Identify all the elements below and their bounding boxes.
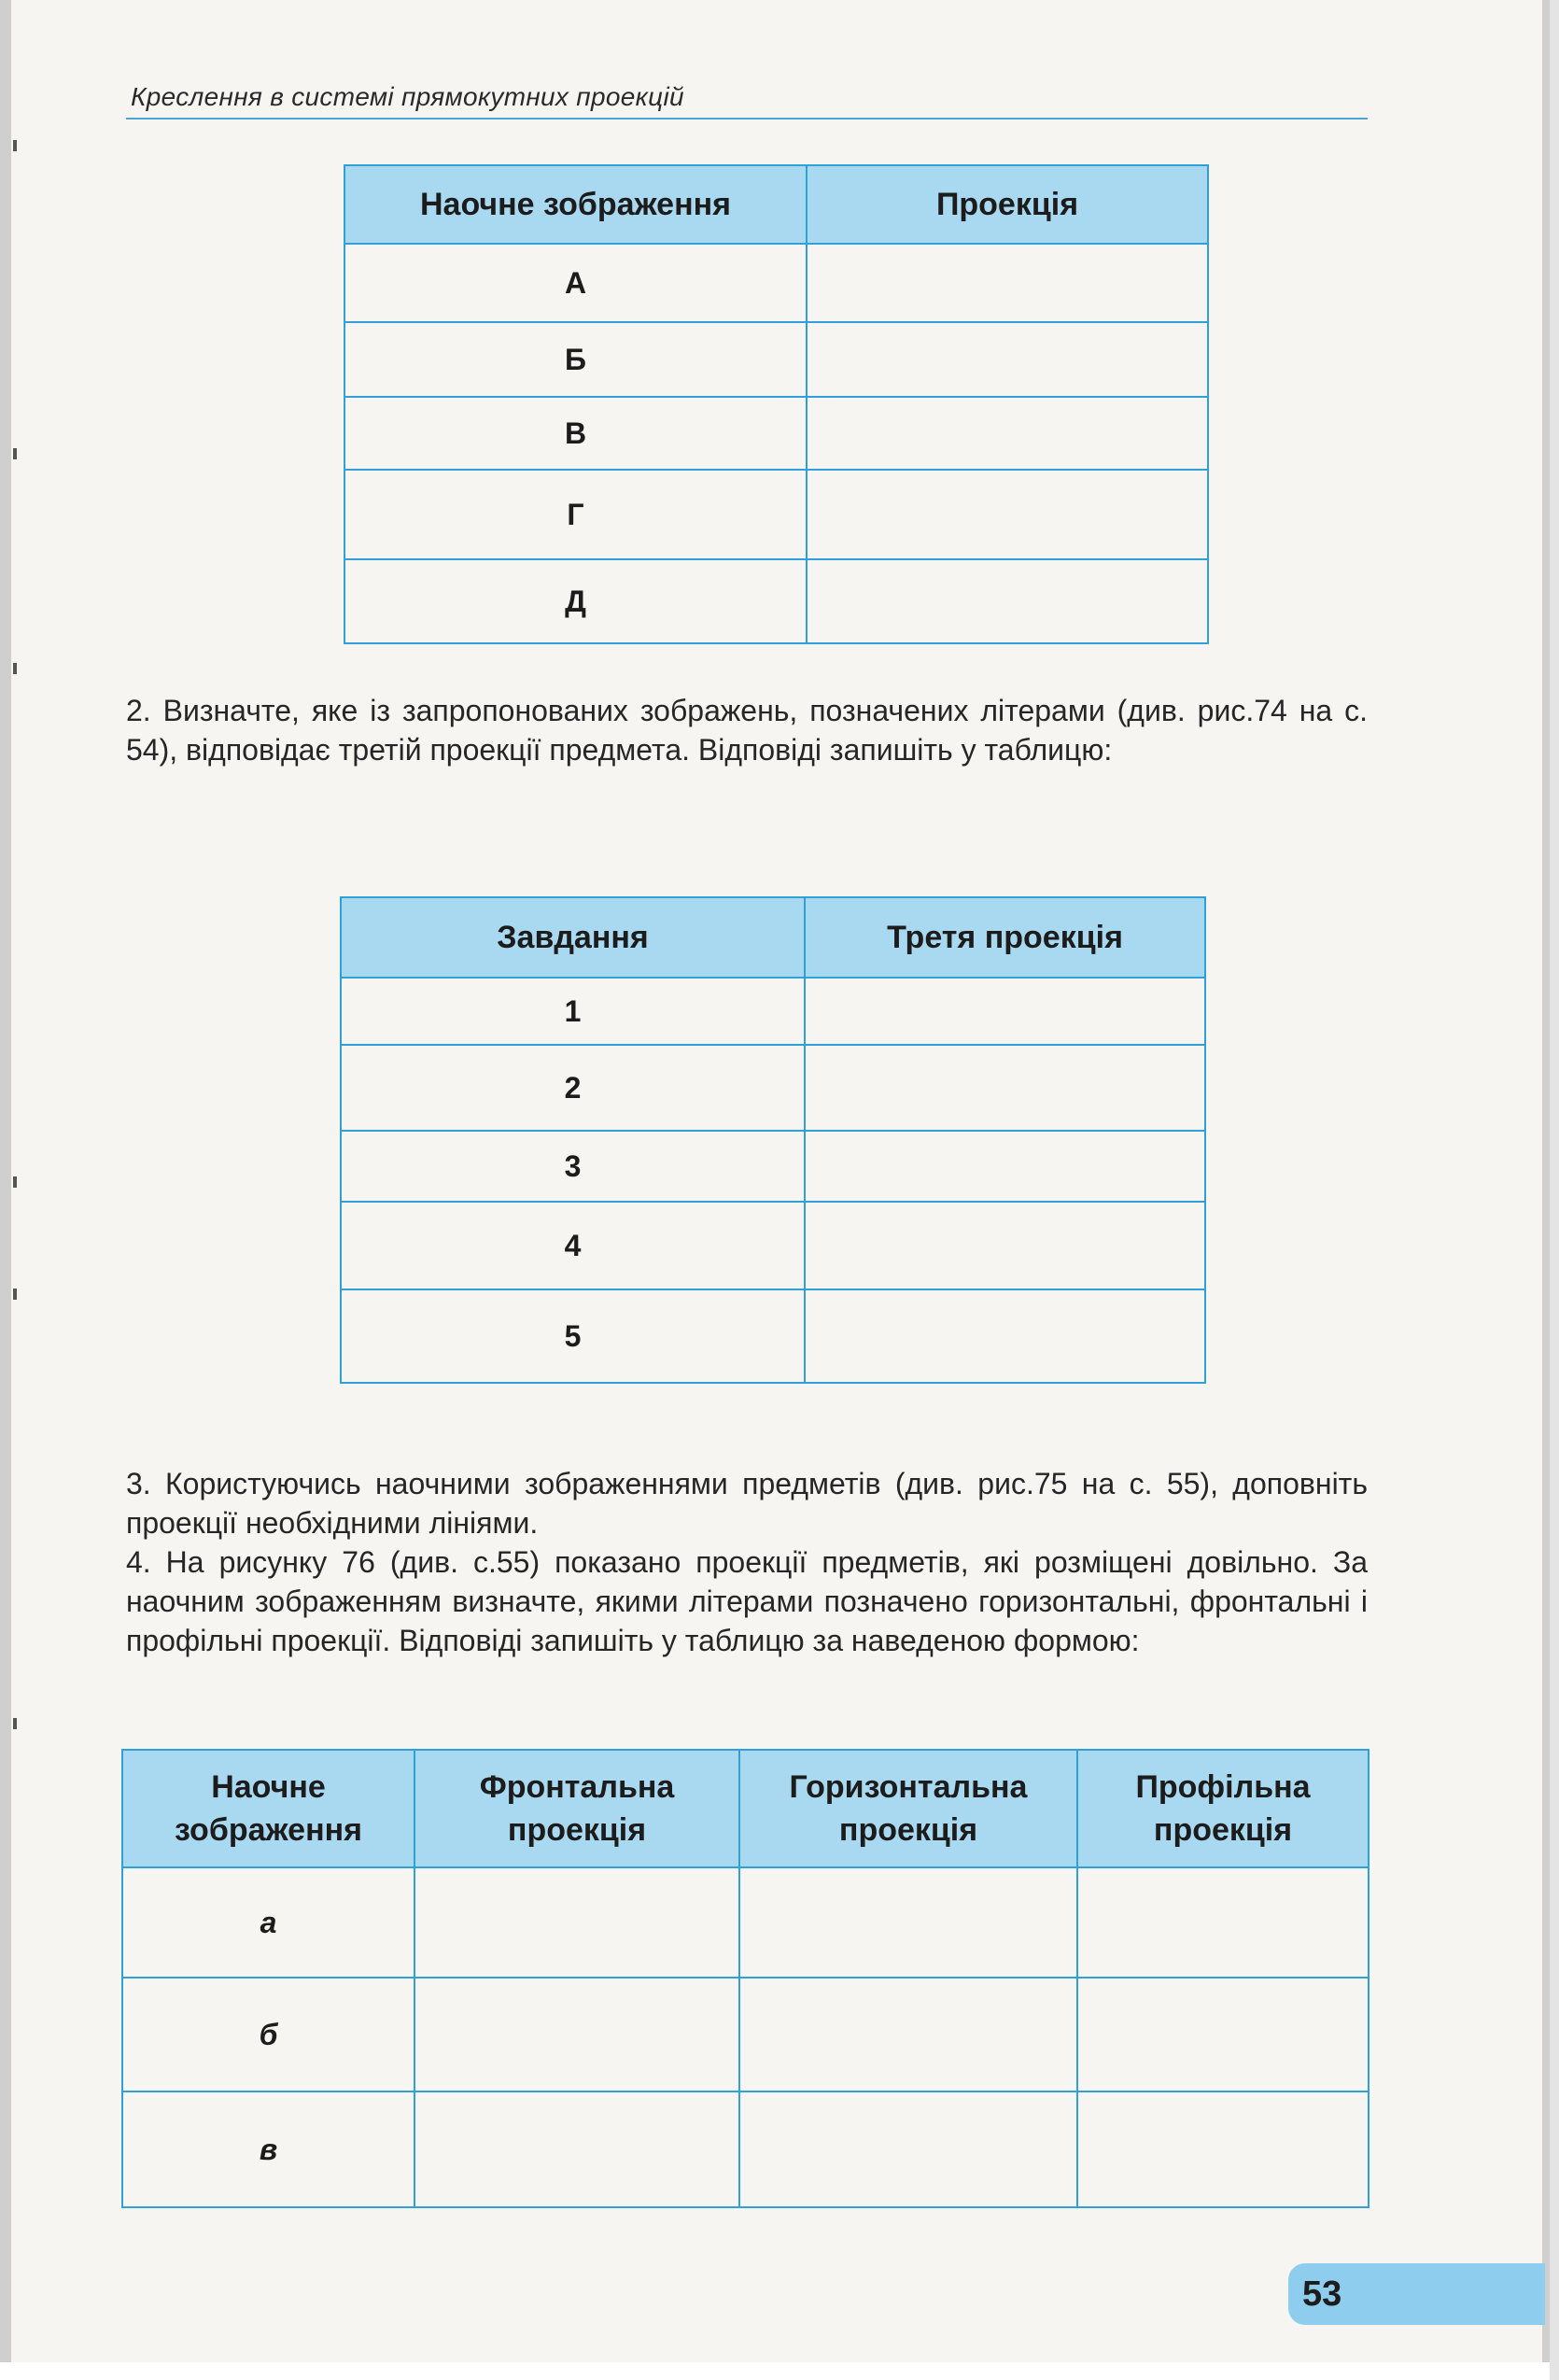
header-line: проекція	[1153, 1812, 1293, 1848]
answer-cell[interactable]	[1077, 1978, 1369, 2091]
header-line: Горизонтальна	[789, 1769, 1028, 1805]
row-label: Г	[344, 470, 807, 559]
header-line: проекція	[507, 1812, 647, 1848]
table-projection-types	[121, 1749, 1369, 2208]
column-header-horizontal-projection	[739, 1750, 1077, 1867]
margin-mark	[13, 1718, 17, 1729]
row-label: 2	[341, 1045, 805, 1131]
answer-cell[interactable]	[1077, 2091, 1369, 2207]
table-row	[341, 1289, 1205, 1383]
table-row	[344, 470, 1208, 559]
column-header-frontal-projection	[414, 1750, 739, 1867]
margin-mark	[13, 1289, 17, 1300]
answer-cell[interactable]	[807, 397, 1208, 470]
table-row	[122, 1978, 1369, 2091]
answer-cell[interactable]	[739, 2091, 1077, 2207]
column-header-visual-image	[122, 1750, 414, 1867]
column-header-profile-projection	[1077, 1750, 1369, 1867]
table-row	[122, 1867, 1369, 1978]
answer-cell[interactable]	[414, 1978, 739, 2091]
answer-cell[interactable]	[805, 1045, 1205, 1131]
table-row	[341, 1045, 1205, 1131]
answer-cell[interactable]	[805, 978, 1205, 1045]
header-line: проекція	[838, 1812, 978, 1848]
row-label: 3	[341, 1131, 805, 1202]
answer-cell[interactable]	[739, 1867, 1077, 1978]
header-line: Фронтальна	[479, 1769, 675, 1805]
row-label: 5	[341, 1289, 805, 1383]
row-label: В	[344, 397, 807, 470]
row-label: Б	[344, 322, 807, 397]
answer-cell[interactable]	[807, 470, 1208, 559]
row-label: в	[122, 2091, 414, 2207]
answer-cell[interactable]	[805, 1202, 1205, 1289]
row-label: а	[122, 1867, 414, 1978]
row-label: 1	[341, 978, 805, 1045]
answer-cell[interactable]	[807, 559, 1208, 643]
margin-mark	[13, 1176, 17, 1188]
task-4-text: 4. На рисунку 76 (див. с.55) показано проекції предметів, які розміщені довільно. За наочним зображенням визначте, якими літерами позначено горизонтальні, фронтальні і профільні проекції. Відповіді запишіть у таблицю за наведеною формою:	[126, 1545, 1368, 1657]
table-row	[341, 978, 1205, 1045]
answer-cell[interactable]	[805, 1289, 1205, 1383]
column-header-task: Завдання	[341, 897, 805, 978]
running-header: Креслення в системі прямокутних проекцій	[131, 82, 684, 111]
table-row	[344, 397, 1208, 470]
margin-mark	[13, 663, 17, 674]
row-label: б	[122, 1978, 414, 2091]
column-header-visual-image: Наочне зображення	[344, 165, 807, 244]
answer-cell[interactable]	[807, 244, 1208, 322]
page-number: 53	[1302, 2274, 1342, 2314]
table-header-row	[341, 897, 1205, 978]
row-label: 4	[341, 1202, 805, 1289]
row-label: Д	[344, 559, 807, 643]
answer-cell[interactable]	[414, 1867, 739, 1978]
answer-cell[interactable]	[807, 322, 1208, 397]
header-rule	[126, 118, 1368, 120]
table-row	[341, 1131, 1205, 1202]
table-visual-projection	[344, 164, 1209, 644]
row-label: А	[344, 244, 807, 322]
margin-mark	[13, 140, 17, 151]
table-third-projection	[340, 896, 1206, 1384]
table-row	[341, 1202, 1205, 1289]
header-line: Наочне	[211, 1769, 326, 1805]
column-header-projection: Проекція	[807, 165, 1208, 244]
scan-bottom-border	[0, 2362, 1559, 2380]
task-3-text: 3. Користуючись наочними зображеннями предметів (див. рис.75 на с. 55), доповніть проекції необхідними лініями.	[126, 1467, 1368, 1540]
table-row	[344, 559, 1208, 643]
task-2-text: 2. Визначте, яке із запропонованих зображень, позначених літерами (див. рис.74 на с. 54), відповідає третій проекції предмета. Відповіді запишіть у таблицю:	[126, 694, 1368, 767]
table-row	[344, 322, 1208, 397]
table-header-row	[122, 1750, 1369, 1867]
answer-cell[interactable]	[1077, 1867, 1369, 1978]
header-line: зображення	[175, 1812, 362, 1848]
margin-mark	[13, 448, 17, 459]
scan-right-border	[1550, 0, 1559, 2380]
answer-cell[interactable]	[414, 2091, 739, 2207]
column-header-third-projection: Третя проекція	[805, 897, 1205, 978]
header-line: Профільна	[1135, 1769, 1311, 1805]
table-row	[344, 244, 1208, 322]
answer-cell[interactable]	[805, 1131, 1205, 1202]
table-header-row	[344, 165, 1208, 244]
answer-cell[interactable]	[739, 1978, 1077, 2091]
table-row	[122, 2091, 1369, 2207]
